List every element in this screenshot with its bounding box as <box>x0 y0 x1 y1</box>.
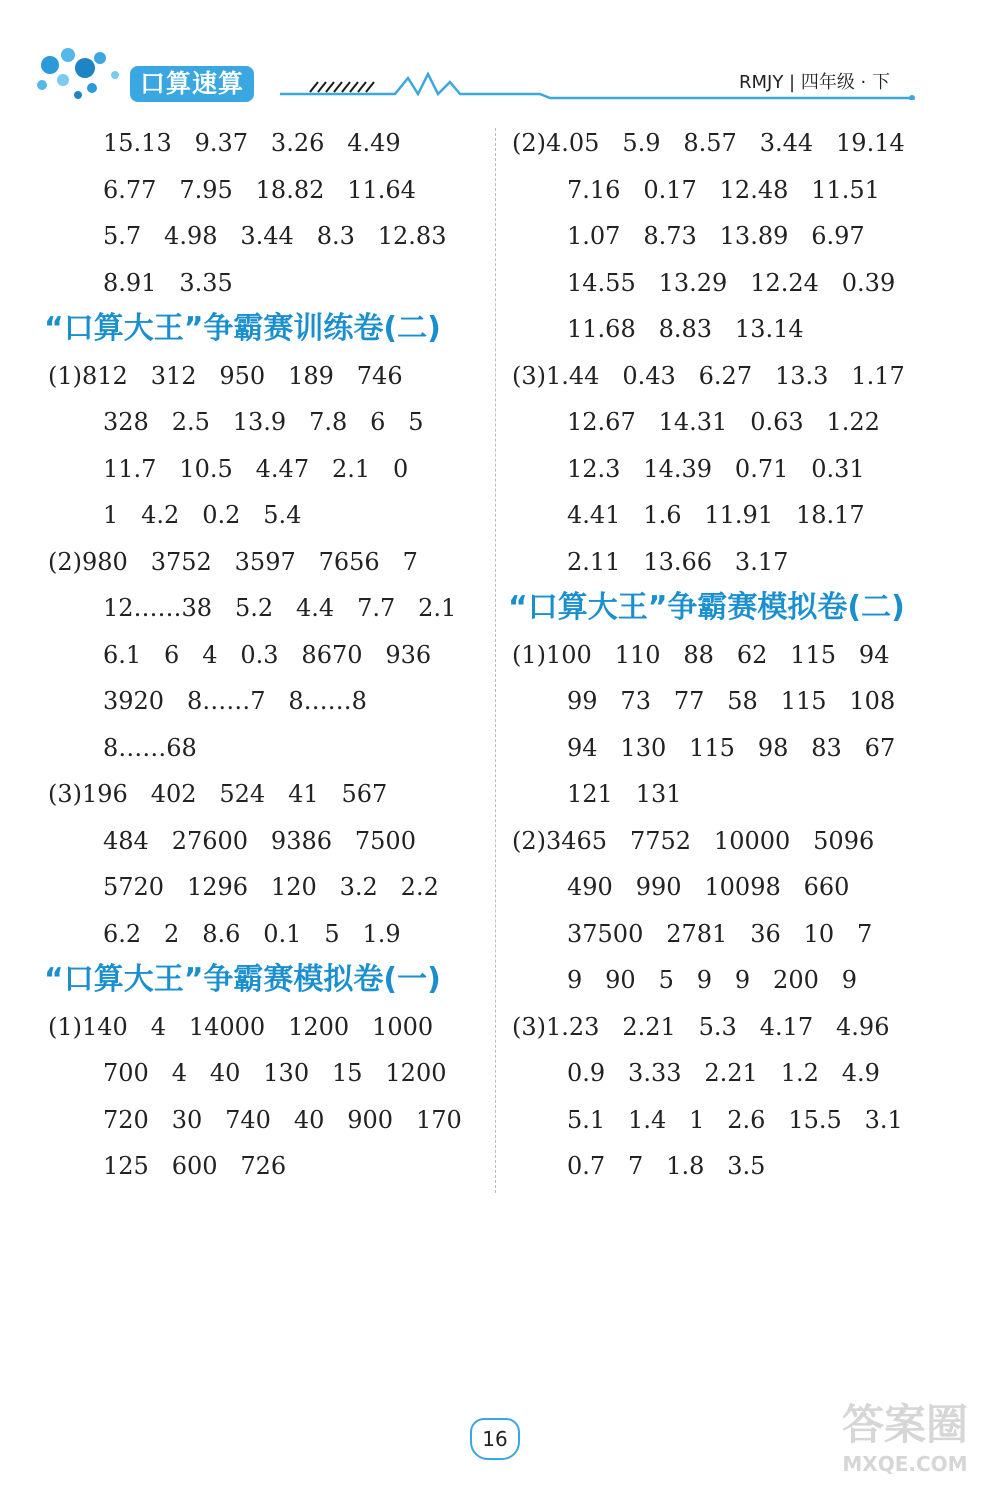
answer-line: 14.55 13.29 12.24 0.39 <box>567 268 896 297</box>
answer-line: 121 131 <box>567 780 682 808</box>
answer-line: 8.91 3.35 <box>103 268 233 297</box>
answer-line: 700 4 40 130 15 1200 <box>103 1059 447 1087</box>
answer-line: 2.11 13.66 3.17 <box>567 547 789 576</box>
splash-decoration-icon <box>30 40 140 110</box>
answer-line: 8……68 <box>103 733 197 762</box>
answer-line: 0.9 3.33 2.21 1.2 4.9 <box>567 1059 880 1087</box>
watermark-title: 答案圈 <box>841 1400 968 1449</box>
answer-item-line: (1)100 110 88 62 115 94 <box>512 640 890 669</box>
answer-item-line: (2)980 3752 3597 7656 7 <box>48 547 418 576</box>
answer-item-line: (3)1.23 2.21 5.3 4.17 4.96 <box>512 1012 890 1041</box>
answer-line: 9 90 5 9 9 200 9 <box>567 966 858 994</box>
answer-line: 5.7 4.98 3.44 8.3 12.83 <box>103 222 447 250</box>
answer-line: 12……38 5.2 4.4 7.7 2.1 <box>103 594 457 622</box>
answer-line: 11.7 10.5 4.47 2.1 0 <box>103 454 409 483</box>
section-title: “口算大王”争霸赛训练卷(二) <box>44 311 441 346</box>
right-column <box>508 120 982 1190</box>
answer-line: 0.7 7 1.8 3.5 <box>567 1152 766 1180</box>
watermark-url: MXQE.COM <box>842 1452 968 1476</box>
answer-line: 12.67 14.31 0.63 1.22 <box>567 408 880 436</box>
answer-line: 490 990 10098 660 <box>567 873 850 901</box>
answer-line: 6.77 7.95 18.82 11.64 <box>103 175 416 204</box>
book-logo: 口算速算 <box>130 66 254 102</box>
section-title: “口算大王”争霸赛模拟卷(一) <box>44 962 441 997</box>
edition-label: RMJY | 四年级 · 下 <box>738 72 890 93</box>
left-column <box>44 120 493 1190</box>
answer-line: 15.13 9.37 3.26 4.49 <box>103 129 401 157</box>
answer-line: 5720 1296 120 3.2 2.2 <box>103 873 439 901</box>
answer-line: 99 73 77 58 115 108 <box>567 687 896 715</box>
page-header <box>0 0 1000 120</box>
answer-item-line: (2)3465 7752 10000 5096 <box>512 826 875 855</box>
section-title: “口算大王”争霸赛模拟卷(二) <box>508 590 905 625</box>
answer-line: 484 27600 9386 7500 <box>103 826 416 855</box>
answer-item-line: (3)196 402 524 41 567 <box>48 780 388 808</box>
answer-line: 3920 8……7 8……8 <box>103 687 367 715</box>
answer-line: 6.2 2 8.6 0.1 5 1.9 <box>103 919 401 948</box>
answer-line: 6.1 6 4 0.3 8670 936 <box>103 640 432 669</box>
answer-line: 125 600 726 <box>103 1152 287 1180</box>
answer-line: 11.68 8.83 13.14 <box>567 315 804 343</box>
answer-item-line: (1)812 312 950 189 746 <box>48 361 403 390</box>
page-number: 16 <box>470 1418 520 1460</box>
answer-line: 37500 2781 36 10 7 <box>567 919 873 948</box>
answer-line: 7.16 0.17 12.48 11.51 <box>567 175 880 204</box>
answer-line: 5.1 1.4 1 2.6 15.5 3.1 <box>567 1105 903 1134</box>
answer-line: 94 130 115 98 83 67 <box>567 733 896 762</box>
answer-line: 1.07 8.73 13.89 6.97 <box>567 222 865 250</box>
watermark <box>820 1400 990 1485</box>
answer-line: 720 30 740 40 900 170 <box>103 1105 462 1134</box>
answer-line: 328 2.5 13.9 7.8 6 5 <box>103 408 424 436</box>
column-divider <box>495 128 496 1193</box>
answer-line: 4.41 1.6 11.91 18.17 <box>567 501 865 529</box>
answer-line: 12.3 14.39 0.71 0.31 <box>567 454 865 483</box>
answer-line: 1 4.2 0.2 5.4 <box>103 501 302 529</box>
answer-item-line: (2)4.05 5.9 8.57 3.44 19.14 <box>512 129 905 157</box>
answer-item-line: (1)140 4 14000 1200 1000 <box>48 1012 434 1041</box>
answer-item-line: (3)1.44 0.43 6.27 13.3 1.17 <box>512 361 905 390</box>
